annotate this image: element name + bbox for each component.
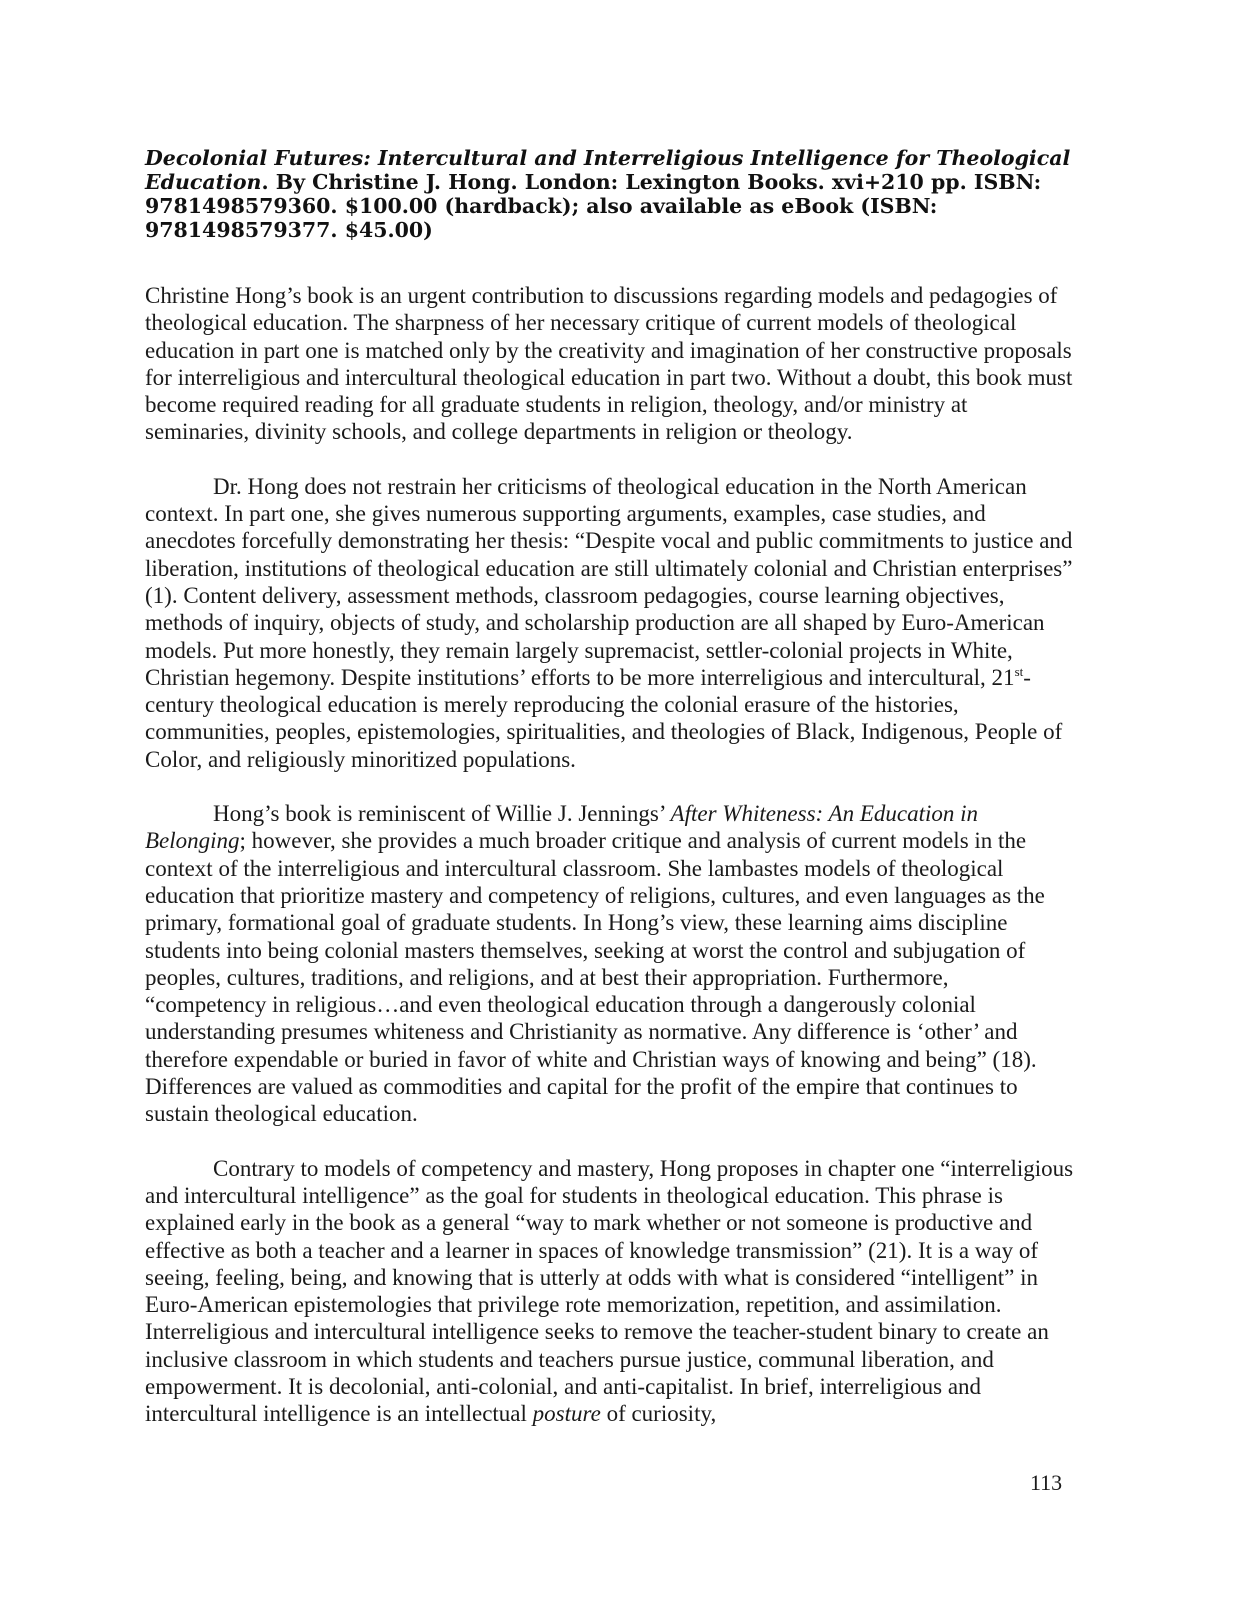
review-header [145, 146, 1085, 242]
emphasized-word: posture [532, 1401, 601, 1427]
paragraph-1: Christine Hong’s book is an urgent contribution to discussions regarding models and pedagogies of theological education. The sharpness of her necessary critique of current models of theological education in part one is matched only by the creativity and imagination of her constructive proposals for interreligious and intercultural theological education in part two. Without a doubt, this book must become required reading for all graduate students in religion, theology, and/or ministry at seminaries, divinity schools, and college departments in religion or theology. [145, 283, 1073, 445]
cited-book-title: After Whiteness: An Education in Belonging [145, 801, 979, 854]
paragraph-2-text-a: Dr. Hong does not restrain her criticisms of theological education in the North American context. In part one, she gives numerous supporting arguments, examples, case studies, and anecdotes forcefully demonstrating her thesis: “Despite vocal and public commitments to justice and liberation, institutions of theological education are still ultimately colonial and Christian enterprises” (1). Content delivery, assessment methods, classroom pedagogies, course learning objectives, methods of inquiry, objects of study, and scholarship production are all shaped by Euro-American models. Put more honestly, they remain largely supremacist, settler-colonial projects in White, Christian hegemony. Despite institutions’ efforts to be more interreligious and intercultural, 21 [145, 473, 1073, 690]
review-body [145, 282, 1075, 1455]
paragraph-2 [145, 473, 1075, 773]
paragraph-4-text-b: of curiosity, [600, 1401, 717, 1427]
paragraph-3-text-a: Hong’s book is reminiscent of Willie J. Jennings’ [213, 801, 671, 827]
paragraph-4-text-a: Contrary to models of competency and mastery, Hong proposes in chapter one “interreligious and intercultural intelligence” as the goal for students in theological education. This phrase is explained early in the book as a general “way to mark whether or not someone is productive and effective as both a teacher and a learner in spaces of knowledge transmission” (21). It is a way of seeing, feeling, being, and knowing that is utterly at odds with what is considered “intelligent” in Euro-American epistemologies that privilege rote memorization, repetition, and assimilation. Interreligious and intercultural intelligence seeks to remove the teacher-student binary to create an inclusive classroom in which students and teachers pursue justice, communal liberation, and empowerment. It is decolonial, anti-colonial, and anti-capitalist. In brief, interreligious and intercultural intelligence is an intellectual [145, 1155, 1074, 1427]
paragraph-3-text-b: ; however, she provides a much broader critique and analysis of current models in the context of the interreligious and intercultural classroom. She lambastes models of theological education that prioritize mastery and competency of religions, cultures, and even languages as the primary, formational goal of graduate students. In Hong’s view, these learning aims discipline students into being colonial masters themselves, seeking at worst the control and subjugation of peoples, cultures, traditions, and religions, and at best their appropriation. Furthermore, “competency in religious…and even theological education through a dangerously colonial understanding presumes whiteness and Christianity as normative. Any difference is ‘other’ and therefore expendable or buried in favor of white and Christian ways of knowing and being” (18). Differences are valued as commodities and capital for the profit of the empire that continues to sustain theological education. [145, 828, 1045, 1127]
paragraph-3 [145, 800, 1075, 1128]
book-title: Decolonial Futures: Intercultural and Interreligious Intelligence for Theological Education [145, 146, 1071, 194]
page-number: 113 [1030, 1470, 1063, 1495]
book-details: . By Christine J. Hong. London: Lexington Books. xvi+210 pp. ISBN: 9781498579360. $100.00 (hardback); also available as eBook (ISBN: 9781498579377. $45.00) [145, 170, 1042, 242]
paragraph-2-text-b: -century theological education is merely reproducing the colonial erasure of the histories, communities, peoples, epistemologies, spiritualities, and theologies of Black, Indigenous, People of Color, and religiously minoritized populations. [145, 664, 1063, 772]
paragraph-4 [145, 1155, 1075, 1428]
ordinal-superscript: st [1014, 663, 1024, 679]
